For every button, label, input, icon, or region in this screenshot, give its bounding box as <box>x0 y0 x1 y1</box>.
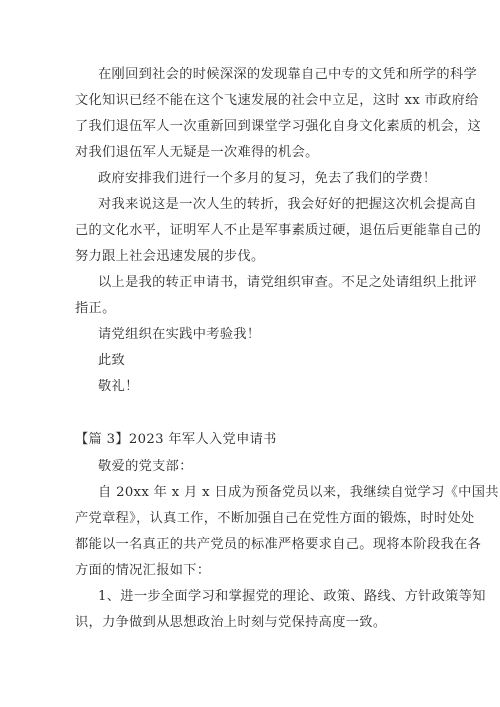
paragraph-line: 都能以一名真正的共产党员的标准严格要求自己。现将本阶段我在各 <box>75 537 482 552</box>
paragraph-line: 了我们退伍军人一次重新回到课堂学习强化自身文化素质的机会，这 <box>75 119 482 134</box>
paragraph-line: 自 20xx 年 x 月 x 日成为预备党员以来，我继续自觉学习《中国共 <box>98 485 499 500</box>
paragraph-line: 文化知识已经不能在这个飞速发展的社会中立足，这时 xx 市政府给 <box>75 93 479 108</box>
paragraph-line: 指正。 <box>75 301 116 316</box>
section-heading: 【篇 3】2023 年军人入党申请书 <box>75 432 277 447</box>
paragraph-line: 政府安排我们进行一个多月的复习，免去了我们的学费！ <box>98 171 437 186</box>
paragraph-line: 己的文化水平，证明军人不止是军事素质过硬，退伍后更能靠自己的 <box>75 223 482 238</box>
closing-line: 此致 <box>98 353 126 368</box>
paragraph-line: 产党章程》，认真工作，不断加强自己在党性方面的锻炼，时时处处 <box>75 511 475 526</box>
paragraph-line: 对我们退伍军人无疑是一次难得的机会。 <box>75 145 319 160</box>
closing-line: 敬礼！ <box>98 379 139 394</box>
paragraph-line: 在刚回到社会的时候深深的发现靠自己中专的文凭和所学的科学 <box>98 67 478 82</box>
paragraph-line: 方面的情况汇报如下： <box>75 563 211 578</box>
paragraph-line: 识，力争做到从思想政治上时刻与党保持高度一致。 <box>75 615 387 630</box>
paragraph-line: 努力跟上社会迅速发展的步伐。 <box>75 249 265 264</box>
paragraph-line: 以上是我的转正申请书，请党组织审查。不足之处请组织上批评 <box>98 275 478 290</box>
salutation-line: 敬爱的党支部： <box>98 459 193 474</box>
paragraph-line: 1、进一步全面学习和掌握党的理论、政策、路线、方针政策等知 <box>98 589 486 604</box>
paragraph-line: 对我来说这是一次人生的转折，我会好好的把握这次机会提高自 <box>98 197 478 212</box>
paragraph-line: 请党组织在实践中考验我！ <box>98 327 261 342</box>
